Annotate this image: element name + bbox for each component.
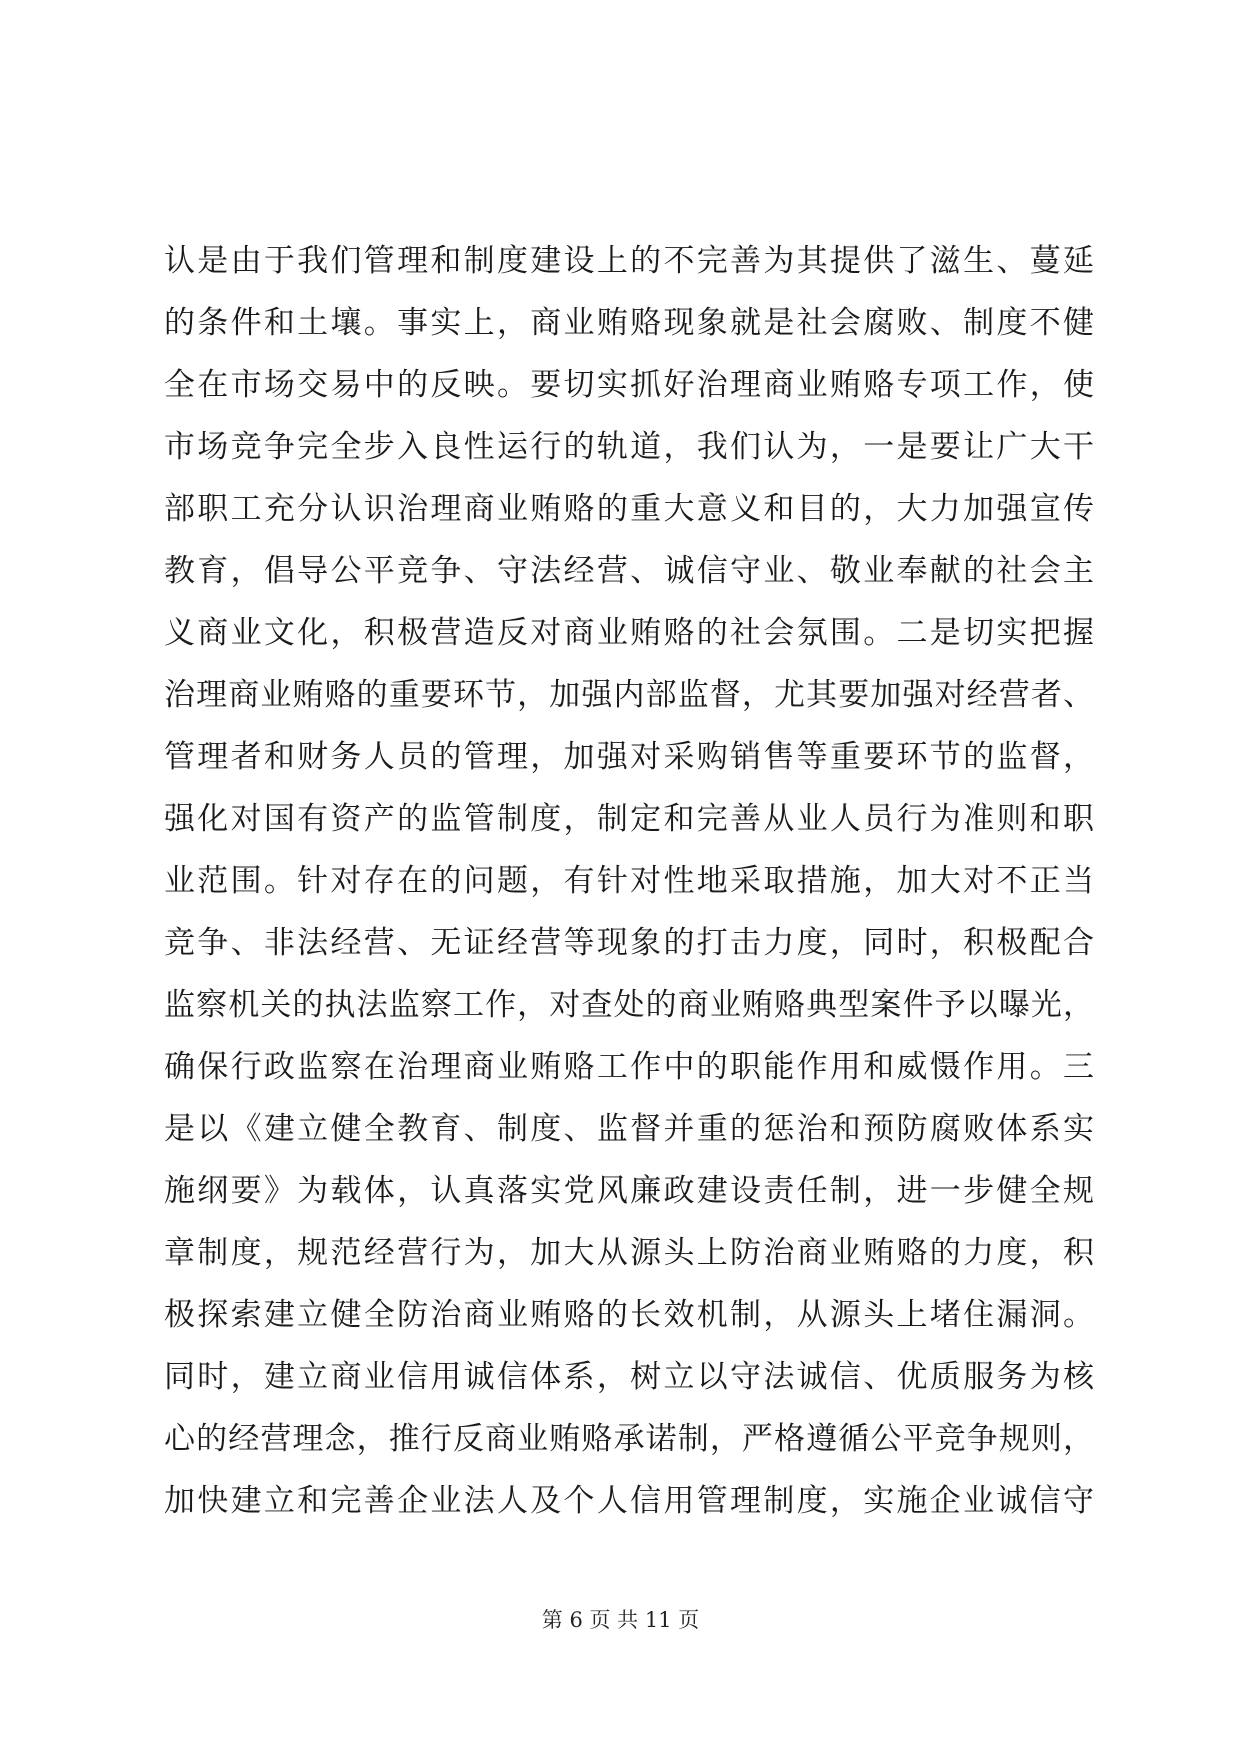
text-line: 监察机关的执法监察工作，对查处的商业贿赂典型案件予以曝光，	[164, 987, 1094, 1023]
text-line: 教育，倡导公平竞争、守法经营、诚信守业、敬业奉献的社会主	[164, 553, 1094, 589]
text-line: 是以《建立健全教育、制度、监督并重的惩治和预防腐败体系实	[164, 1111, 1094, 1147]
text-line: 的条件和土壤。事实上，商业贿赂现象就是社会腐败、制度不健	[164, 305, 1094, 341]
page-number-footer: 第 6 页 共 11 页	[541, 1608, 700, 1632]
text-line: 加快建立和完善企业法人及个人信用管理制度，实施企业诚信守	[164, 1483, 1094, 1519]
body-text	[164, 230, 1094, 1532]
text-line: 竞争、非法经营、无证经营等现象的打击力度，同时，积极配合	[164, 925, 1094, 961]
text-line: 极探索建立健全防治商业贿赂的长效机制，从源头上堵住漏洞。	[164, 1297, 1094, 1333]
text-line: 心的经营理念，推行反商业贿赂承诺制，严格遵循公平竞争规则，	[164, 1421, 1094, 1457]
text-line: 义商业文化，积极营造反对商业贿赂的社会氛围。二是切实把握	[164, 615, 1094, 651]
text-line: 认是由于我们管理和制度建设上的不完善为其提供了滋生、蔓延	[164, 243, 1094, 279]
text-line: 强化对国有资产的监管制度，制定和完善从业人员行为准则和职	[164, 801, 1094, 837]
text-line: 章制度，规范经营行为，加大从源头上防治商业贿赂的力度，积	[164, 1235, 1094, 1271]
text-line: 施纲要》为载体，认真落实党风廉政建设责任制，进一步健全规	[164, 1173, 1094, 1209]
text-line: 部职工充分认识治理商业贿赂的重大意义和目的，大力加强宣传	[164, 491, 1094, 527]
text-line: 确保行政监察在治理商业贿赂工作中的职能作用和威慑作用。三	[164, 1049, 1094, 1085]
text-line: 市场竞争完全步入良性运行的轨道，我们认为，一是要让广大干	[164, 429, 1094, 465]
text-line: 管理者和财务人员的管理，加强对采购销售等重要环节的监督，	[164, 739, 1094, 775]
text-line: 业范围。针对存在的问题，有针对性地采取措施，加大对不正当	[164, 863, 1094, 899]
text-line: 同时，建立商业信用诚信体系，树立以守法诚信、优质服务为核	[164, 1359, 1094, 1395]
text-line: 治理商业贿赂的重要环节，加强内部监督，尤其要加强对经营者、	[164, 677, 1094, 713]
text-line: 全在市场交易中的反映。要切实抓好治理商业贿赂专项工作，使	[164, 367, 1094, 403]
